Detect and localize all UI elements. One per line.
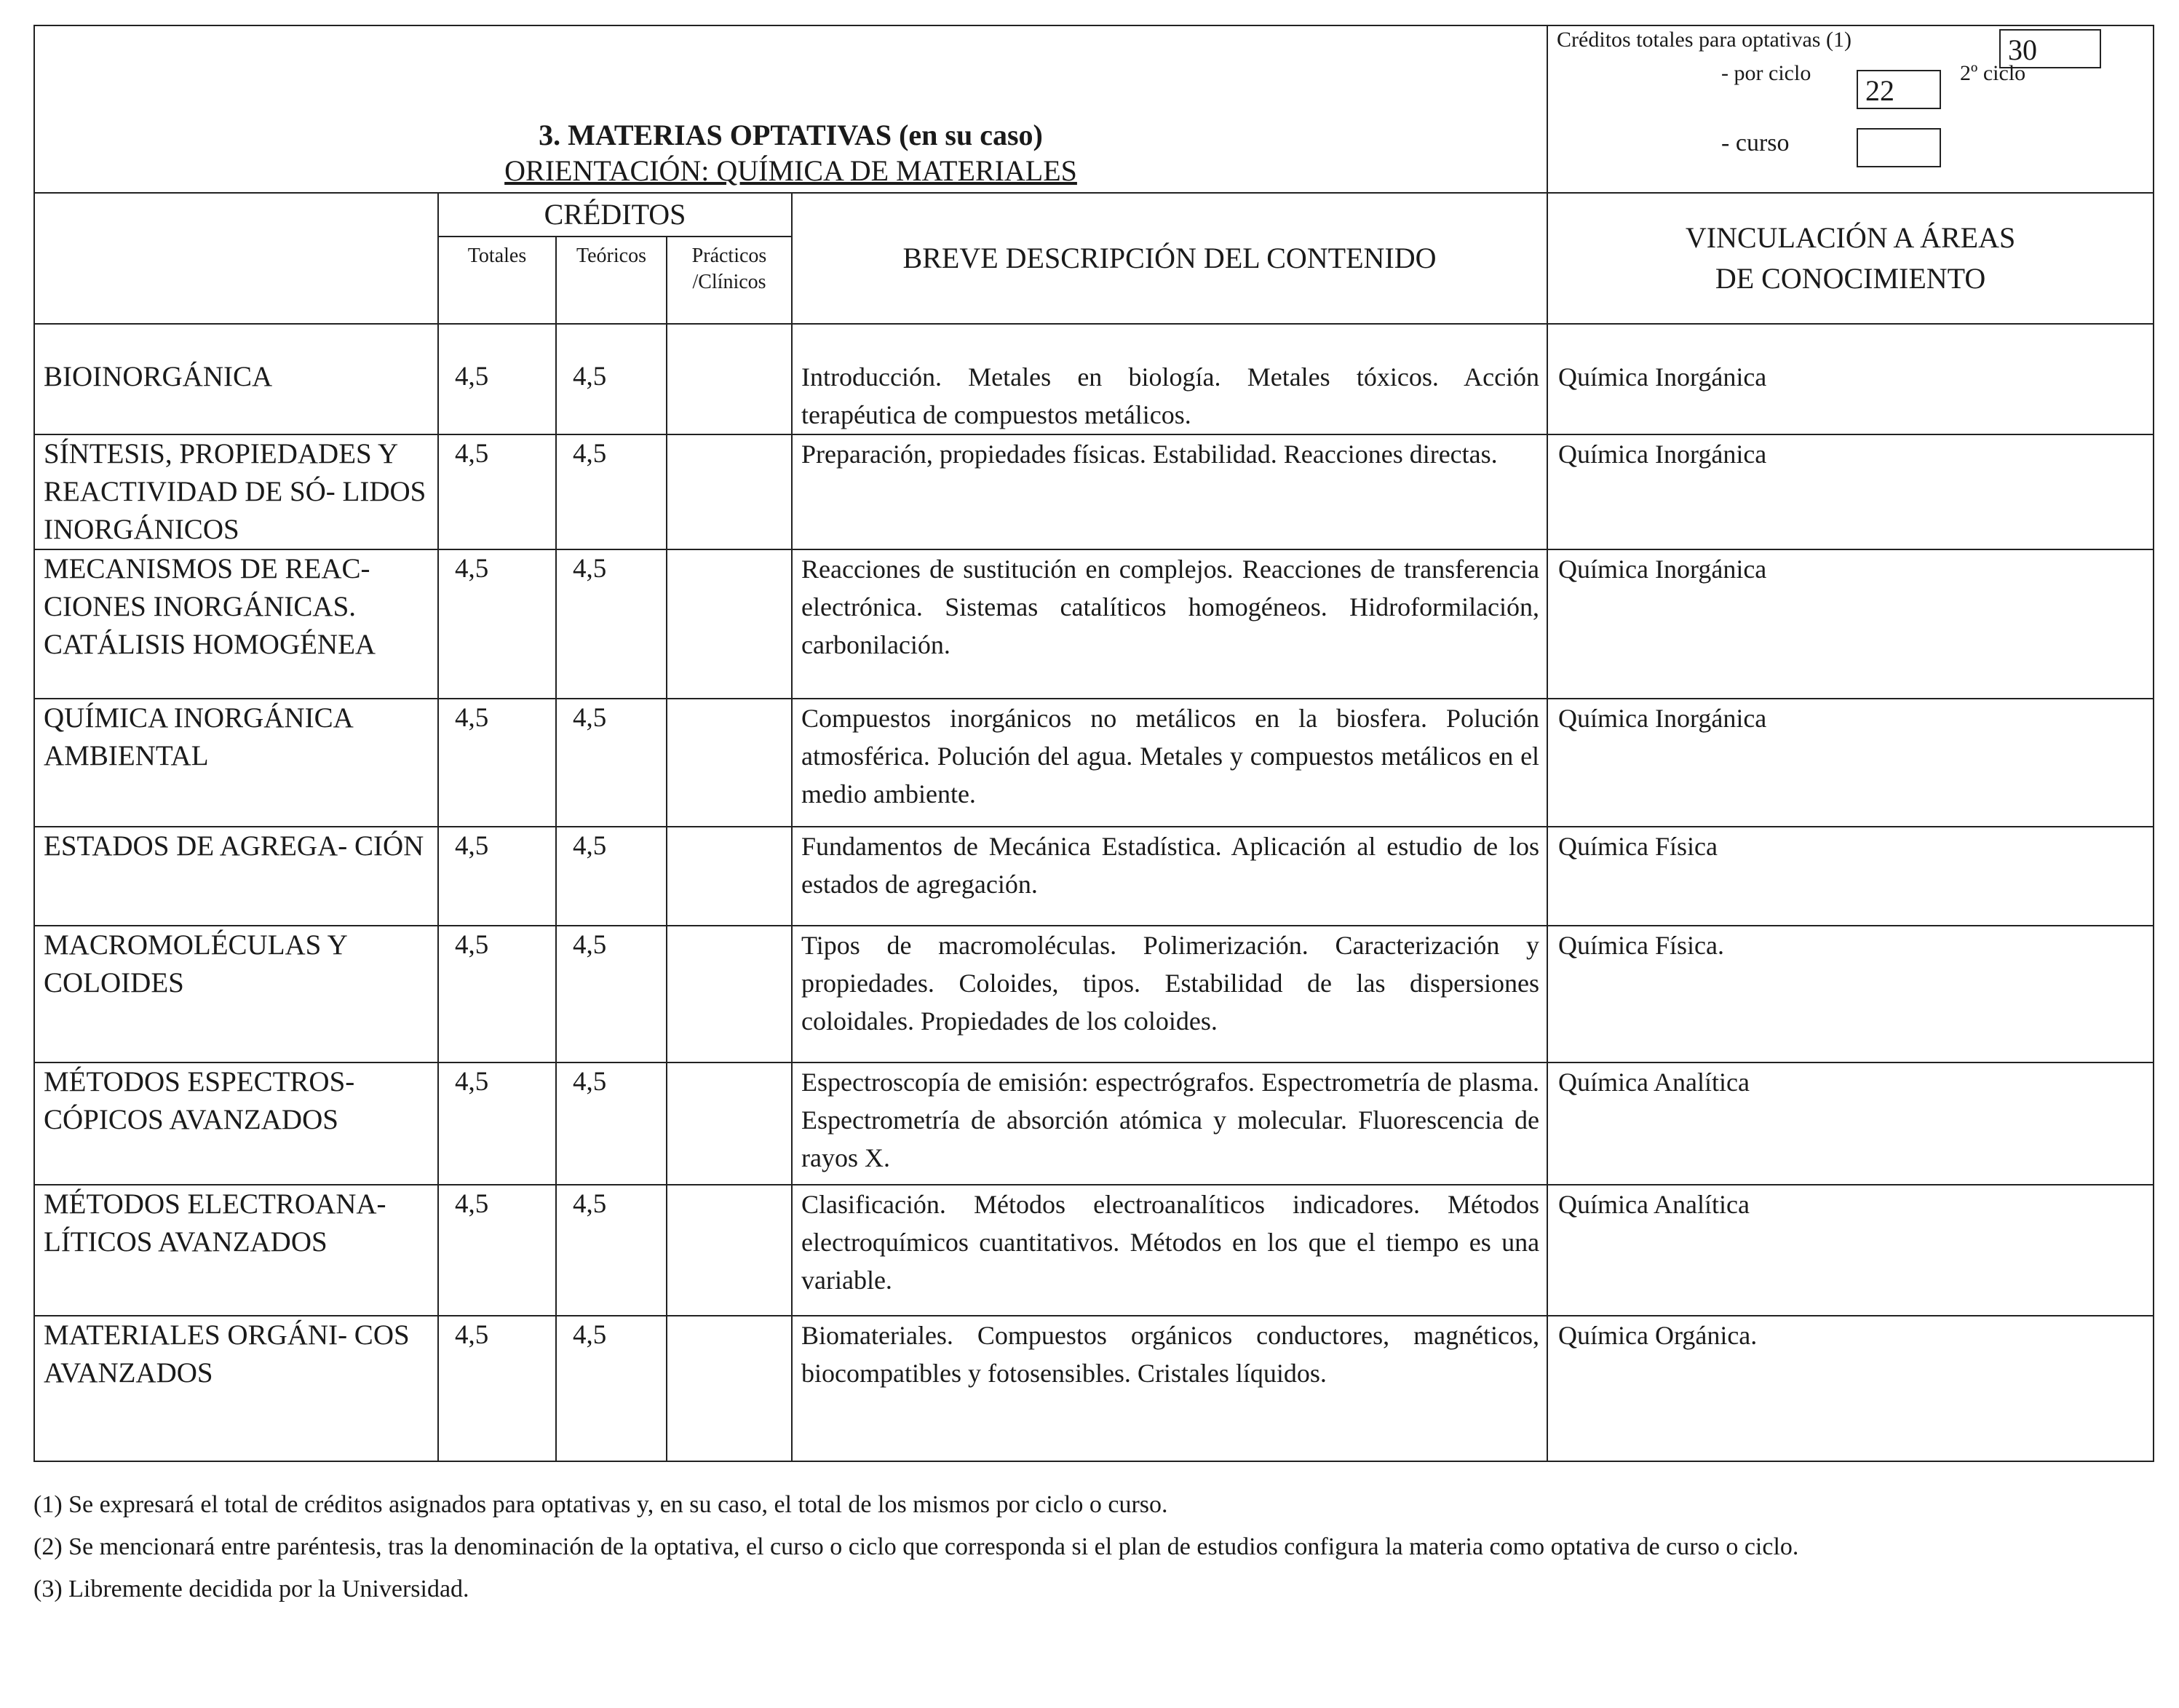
credits-total: 4,5: [438, 434, 556, 549]
table-row: [34, 549, 2154, 699]
knowledge-area: Química Física: [1547, 827, 2154, 926]
knowledge-area: Química Inorgánica: [1547, 434, 2154, 549]
credits-total: 4,5: [438, 549, 556, 699]
credits-practice: [667, 1062, 792, 1185]
credits-header: CRÉDITOS: [438, 193, 792, 237]
subject-name: ESTADOS DE AGREGA- CIÓN: [34, 827, 438, 926]
orientation-subtitle: ORIENTACIÓN: QUÍMICA DE MATERIALES: [504, 154, 1077, 187]
cycle-name: 2º ciclo: [1960, 61, 2026, 85]
subject-description: Clasificación. Métodos electroanalíticos indicadores. Métodos electroquímicos cuantitativos. Métodos en los que el tiempo es una variable.: [792, 1185, 1547, 1316]
credits-total: 4,5: [438, 699, 556, 827]
credits-total: 4,5: [438, 926, 556, 1062]
subject-description: Introducción. Metales en biología. Metales tóxicos. Acción terapéutica de compuestos metálicos.: [792, 324, 1547, 434]
title-cell: [34, 25, 1547, 193]
optional-subjects-table: [33, 25, 2154, 1462]
theory-header: Teóricos: [556, 237, 667, 324]
curriculum-sheet: [33, 25, 2153, 1462]
table-row: [34, 324, 2154, 434]
table-row: [34, 699, 2154, 827]
credits-theory: 4,5: [556, 926, 667, 1062]
table-row: [34, 926, 2154, 1062]
credits-theory: 4,5: [556, 699, 667, 827]
total-credits-label: Créditos totales para optativas (1): [1557, 28, 1851, 52]
credits-theory: 4,5: [556, 827, 667, 926]
credits-theory: 4,5: [556, 434, 667, 549]
per-cycle-field[interactable]: 22: [1857, 70, 1941, 109]
credits-theory: 4,5: [556, 324, 667, 434]
subject-name: QUÍMICA INORGÁNICA AMBIENTAL: [34, 699, 438, 827]
credits-practice: [667, 549, 792, 699]
knowledge-area: Química Orgánica.: [1547, 1316, 2154, 1461]
subject-name: MATERIALES ORGÁNI- COS AVANZADOS: [34, 1316, 438, 1461]
per-course-field[interactable]: [1857, 128, 1941, 167]
subject-name: MÉTODOS ELECTROANA- LÍTICOS AVANZADOS: [34, 1185, 438, 1316]
knowledge-area: Química Analítica: [1547, 1062, 2154, 1185]
credits-total: 4,5: [438, 1185, 556, 1316]
credits-total: 4,5: [438, 1062, 556, 1185]
area-header: VINCULACIÓN A ÁREAS DE CONOCIMIENTO: [1547, 193, 2154, 324]
subject-description: Fundamentos de Mecánica Estadística. Aplicación al estudio de los estados de agregación.: [792, 827, 1547, 926]
credits-practice: [667, 827, 792, 926]
credits-theory: 4,5: [556, 1062, 667, 1185]
per-course-label: - curso: [1721, 130, 1790, 156]
total-credits-field[interactable]: 30: [1999, 29, 2101, 68]
subject-description: Compuestos inorgánicos no metálicos en la biosfera. Polución atmosférica. Polución del agua. Metales y compuestos metálicos en el medio ambiente.: [792, 699, 1547, 827]
practice-header: Prácticos /Clínicos: [667, 237, 792, 324]
subject-header: [34, 193, 438, 324]
per-cycle-label: - por ciclo: [1721, 61, 1811, 85]
credits-theory: 4,5: [556, 549, 667, 699]
subject-name: MECANISMOS DE REAC- CIONES INORGÁNICAS. CATÁLISIS HOMOGÉNEA: [34, 549, 438, 699]
knowledge-area: Química Inorgánica: [1547, 549, 2154, 699]
credits-total: 4,5: [438, 1316, 556, 1461]
footnote-2: (2) Se mencionará entre paréntesis, tras la denominación de la optativa, el curso o ciclo que corresponda si el plan de estudios configura la materia como optativa de curso o ciclo.: [33, 1533, 1799, 1560]
credits-total: 4,5: [438, 324, 556, 434]
subject-description: Tipos de macromoléculas. Polimerización. Caracterización y propiedades. Coloides, tipos. Estabilidad de las dispersiones coloidales. Propiedades de los coloides.: [792, 926, 1547, 1062]
credits-practice: [667, 324, 792, 434]
footnote-1: (1) Se expresará el total de créditos asignados para optativas y, en su caso, el total de los mismos por ciclo o curso.: [33, 1491, 1168, 1518]
table-row: [34, 1316, 2154, 1461]
table-row: [34, 827, 2154, 926]
knowledge-area: Química Inorgánica: [1547, 699, 2154, 827]
knowledge-area: Química Inorgánica: [1547, 324, 2154, 434]
subject-name: SÍNTESIS, PROPIEDADES Y REACTIVIDAD DE SÓ- LIDOS INORGÁNICOS: [34, 434, 438, 549]
subject-description: Preparación, propiedades físicas. Estabilidad. Reacciones directas.: [792, 434, 1547, 549]
subject-name: MACROMOLÉCULAS Y COLOIDES: [34, 926, 438, 1062]
footnotes: [33, 1486, 2159, 1613]
table-row: [34, 434, 2154, 549]
description-header: BREVE DESCRIPCIÓN DEL CONTENIDO: [792, 193, 1547, 324]
credits-practice: [667, 434, 792, 549]
knowledge-area: Química Analítica: [1547, 1185, 2154, 1316]
credits-total: 4,5: [438, 827, 556, 926]
table-row: [34, 1062, 2154, 1185]
credits-theory: 4,5: [556, 1185, 667, 1316]
knowledge-area: Química Física.: [1547, 926, 2154, 1062]
subject-description: Espectroscopía de emisión: espectrógrafos. Espectrometría de plasma. Espectrometría de absorción atómica y molecular. Fluorescencia de rayos X.: [792, 1062, 1547, 1185]
footnote-3: (3) Libremente decidida por la Universidad.: [33, 1576, 469, 1602]
credits-theory: 4,5: [556, 1316, 667, 1461]
credits-summary: [1547, 25, 2154, 193]
credits-practice: [667, 926, 792, 1062]
subject-description: Reacciones de sustitución en complejos. Reacciones de transferencia electrónica. Sistemas catalíticos homogéneos. Hidroformilación, carbonilación.: [792, 549, 1547, 699]
page-title: 3. MATERIAS OPTATIVAS (en su caso): [539, 119, 1043, 151]
credits-practice: [667, 1316, 792, 1461]
credits-practice: [667, 1185, 792, 1316]
subject-name: MÉTODOS ESPECTROS- CÓPICOS AVANZADOS: [34, 1062, 438, 1185]
table-row: [34, 1185, 2154, 1316]
subject-description: Biomateriales. Compuestos orgánicos conductores, magnéticos, biocompatibles y fotosensibles. Cristales líquidos.: [792, 1316, 1547, 1461]
credits-practice: [667, 699, 792, 827]
subject-name: BIOINORGÁNICA: [34, 324, 438, 434]
totals-header: Totales: [438, 237, 556, 324]
